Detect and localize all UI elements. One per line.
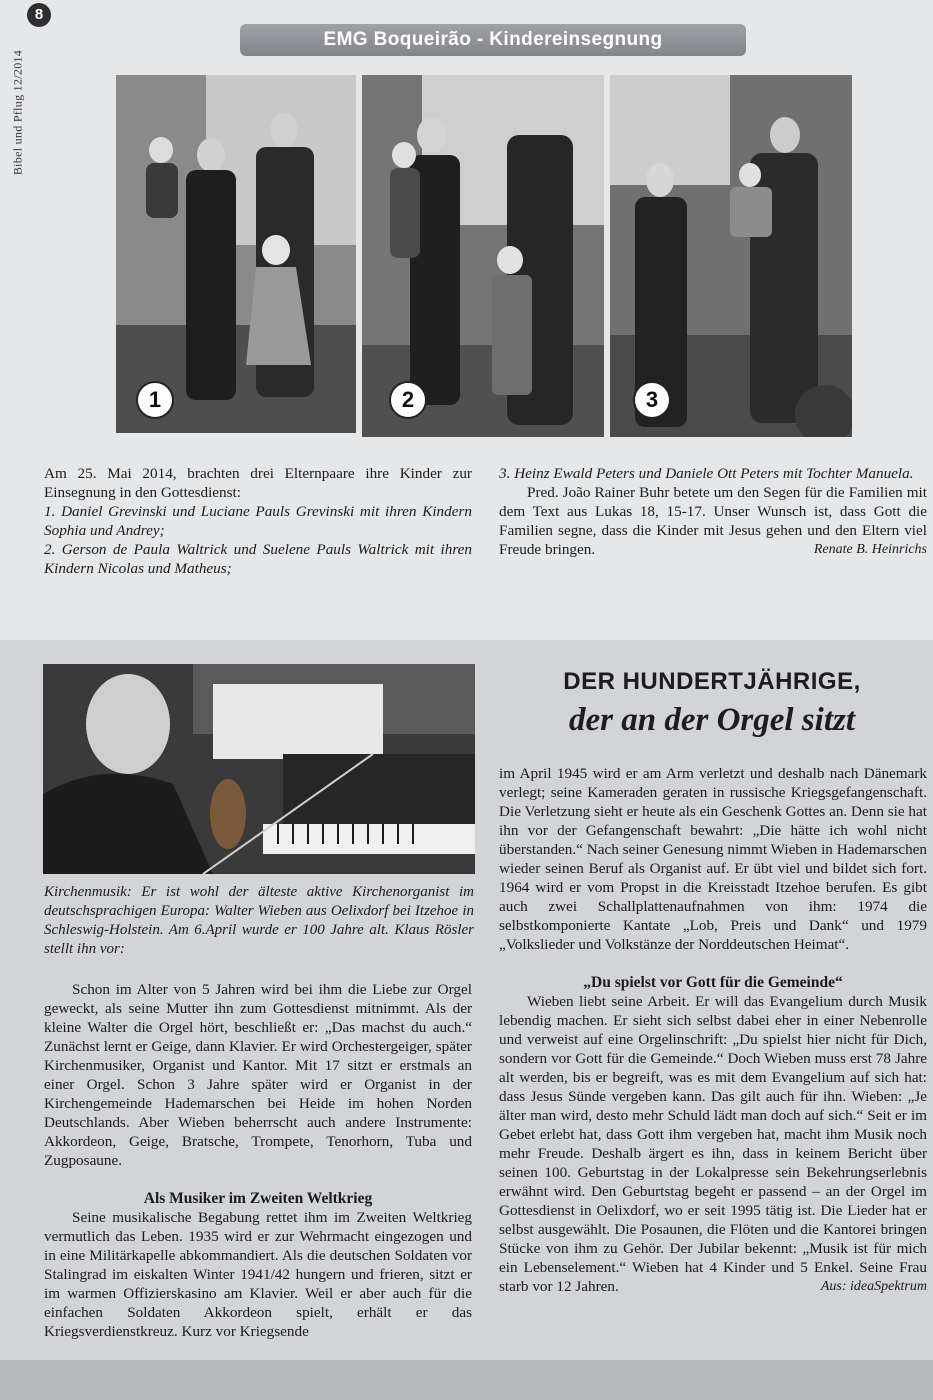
article2-left-column bbox=[44, 980, 472, 1341]
article2-paragraph-4 bbox=[499, 992, 927, 1296]
item3-text: Heinz Ewald Peters und Daniele Ott Peters mit Tochter Manuela. bbox=[514, 465, 914, 482]
article1-right-column bbox=[499, 464, 927, 559]
article1-paragraph bbox=[499, 483, 927, 559]
article1-item3 bbox=[499, 464, 927, 483]
photo-badge-1: 1 bbox=[136, 381, 174, 419]
article1-left-column bbox=[44, 464, 472, 578]
item2-number: 2. bbox=[44, 541, 56, 558]
section-banner: EMG Boqueirão - Kindereinsegnung bbox=[240, 24, 746, 56]
item1-text: Daniel Grevinski und Luciane Pauls Grevinski mit ihren Kindern Sophia und Andrey; bbox=[44, 503, 472, 539]
family-photo-2 bbox=[362, 75, 604, 437]
article2-subtitle: der an der Orgel sitzt bbox=[568, 702, 855, 738]
article2-paragraph-3: im April 1945 wird er am Arm verletzt und deshalb nach Dänemark verlegt; seine Kameraden geraten in russische Kriegsgefangenschaft. Die Verletzung sieht er heute als ein Geschenk Gottes an. Denn sie hat ihn vor der Gefangenschaft bewahrt: „Die hätte ich wohl nicht überstanden.“ Nach seiner Genesung nimmt Wieben in Hademarschen wieder seinen Beruf als Organist auf. Er übt viel und bildet sich fort. 1964 wird er vom Propst in die Kreisstadt Itzehoe berufen. Es gibt auch zwei Schallplattenaufnahmen von ihm: 1974 die selbstkomponierte Kantate „Lob, Preis und Dank“ und 1979 „Volkslieder und Volkstänze der Norddeutschen Heimat“. bbox=[499, 765, 927, 953]
family-photo-1 bbox=[116, 75, 356, 433]
margin-strip bbox=[4, 10, 26, 230]
article2-paragraph-1: Schon im Alter von 5 Jahren wird bei ihm die Liebe zur Orgel geweckt, als seine Mutter ihn zum Gottesdienst mitnimmt. Als der kleine Walter die Orgel hört, beschließt er: „Das machst du auch.“ Zunächst lernt er Geige, dann Klavier. Er wird Orchestergeiger, später Kirchenmusiker, Organist und Kantor. Mit 17 sitzt er erstmals an einer Orgel. Schon 3 Jahre später wird er Organist in der Kirchengemeinde Hademarschen bei Heide im hohen Norden Deutschlands. Aber Wieben beherrscht auch andere Instrumente: Akkordeon, Geige, Bratsche, Trompete, Tenorhorn, Tuba und Zugposaune. bbox=[44, 981, 472, 1169]
photo-1-illustration bbox=[116, 75, 356, 433]
organist-illustration bbox=[43, 664, 475, 874]
publication-label: Bibel und Pflug 12/2014 bbox=[10, 49, 25, 176]
article2-subheading-1: Als Musiker im Zweiten Weltkrieg bbox=[143, 1190, 373, 1207]
article1-intro: Am 25. Mai 2014, brachten drei Elternpaare ihre Kinder zur Einsegnung in den Gottesdienst: bbox=[44, 465, 472, 501]
article1-para-text: Pred. João Rainer Buhr betete um den Segen für die Familien mit dem Text aus Lukas 18, 15-17. Unser Wunsch ist, dass Gott die Familien segne, dass die Kinder mit Jesus gehen und den Eltern viel Freude bringen. bbox=[499, 484, 927, 558]
article1-signature: Renate B. Heinrichs bbox=[813, 542, 927, 557]
item1-number: 1. bbox=[44, 503, 56, 520]
item2-text: Gerson de Paula Waltrick und Suelene Pauls Waltrick mit ihren Kindern Nicolas und Matheus; bbox=[44, 541, 473, 577]
photo-badge-2: 2 bbox=[389, 381, 427, 419]
article1-item2 bbox=[44, 540, 472, 578]
photo-badge-3: 3 bbox=[633, 381, 671, 419]
article2-paragraph-2: Seine musikalische Begabung rettet ihm im Zweiten Weltkrieg vermutlich das Leben. 1935 wird er zur Wehrmacht eingezogen und in eine Militärkapelle abkommandiert. Als die deutschen Soldaten vor Stalingrad im eiskalten Winter 1941/42 hungern und frieren, sitzt er im warmen Offizierskasino am Klavier. Weil er aber auch für die einfachen Soldaten Akkordeon spielt, erhält er das Kriegsverdienstkreuz. Kurz vor Kriegsende bbox=[44, 1209, 472, 1340]
article1-item1 bbox=[44, 502, 472, 540]
organist-caption: Kirchenmusik: Er ist wohl der älteste aktive Kirchenorganist im deutschsprachigen Europa: Walter Wieben aus Oelixdorf bei Itzehoe in Schleswig-Holstein. Am 6.April wurde er 100 Jahre alt. Klaus Rösler stellt ihn vor: bbox=[44, 884, 474, 957]
article2-title: DER HUNDERTJÄHRIGE, bbox=[563, 668, 861, 695]
organist-photo bbox=[43, 664, 475, 874]
family-photo-3 bbox=[610, 75, 852, 437]
article2-right-column bbox=[499, 764, 927, 1296]
page-edge bbox=[0, 1360, 933, 1400]
article2-source: Aus: ideaSpektrum bbox=[820, 1279, 927, 1294]
article2-subheading-2: „Du spielst vor Gott für die Gemeinde“ bbox=[583, 974, 843, 991]
item3-number: 3. bbox=[499, 465, 511, 482]
article2-para4-text: Wieben liebt seine Arbeit. Er will das Evangelium durch Musik lebendig machen. Er sieht sich selbst dabei eher in einer Nebenrolle und verweist auf eine Orgelinschrift: „Du spielst hier nicht für Dich, sondern vor Gott für die Gemeinde.“ Doch Wieben muss erst 78 Jahre alt werden, bis er begreift, was es mit dem Evangelium auf sich hat: dass Jesus Sünde vergeben kann. Das gilt auch für ihn. Wieben: „Je älter man wird, desto mehr Schuld lädt man doch auf sich.“ Seit er im Gebet erlebt hat, dass Gott ihm vergeben hat, macht ihm Musik noch mehr Freude. Deshalb ärgert es ihn, dass in keinem Bericht über seinen 100. Geburtstag in der Lokalpresse sein Bekehrungserlebnis erwähnt wird. Den Geburtstag begeht er passend – an der Orgel im Gottesdienst in Oelixdorf, wo er seit 1995 tätig ist. Die Lieder hat er selbst ausgewählt. Die Posaunen, die Flöten und die Kantorei bringen Stücke von ihm zu Gehör. Der Jubilar bekennt: „Musik ist für mich ein Lebenselement.“ Wieben hat 4 Kinder und 5 Enkel. Seine Frau starb vor 12 Jahren. bbox=[499, 993, 927, 1295]
page-number: 8 bbox=[27, 3, 51, 27]
